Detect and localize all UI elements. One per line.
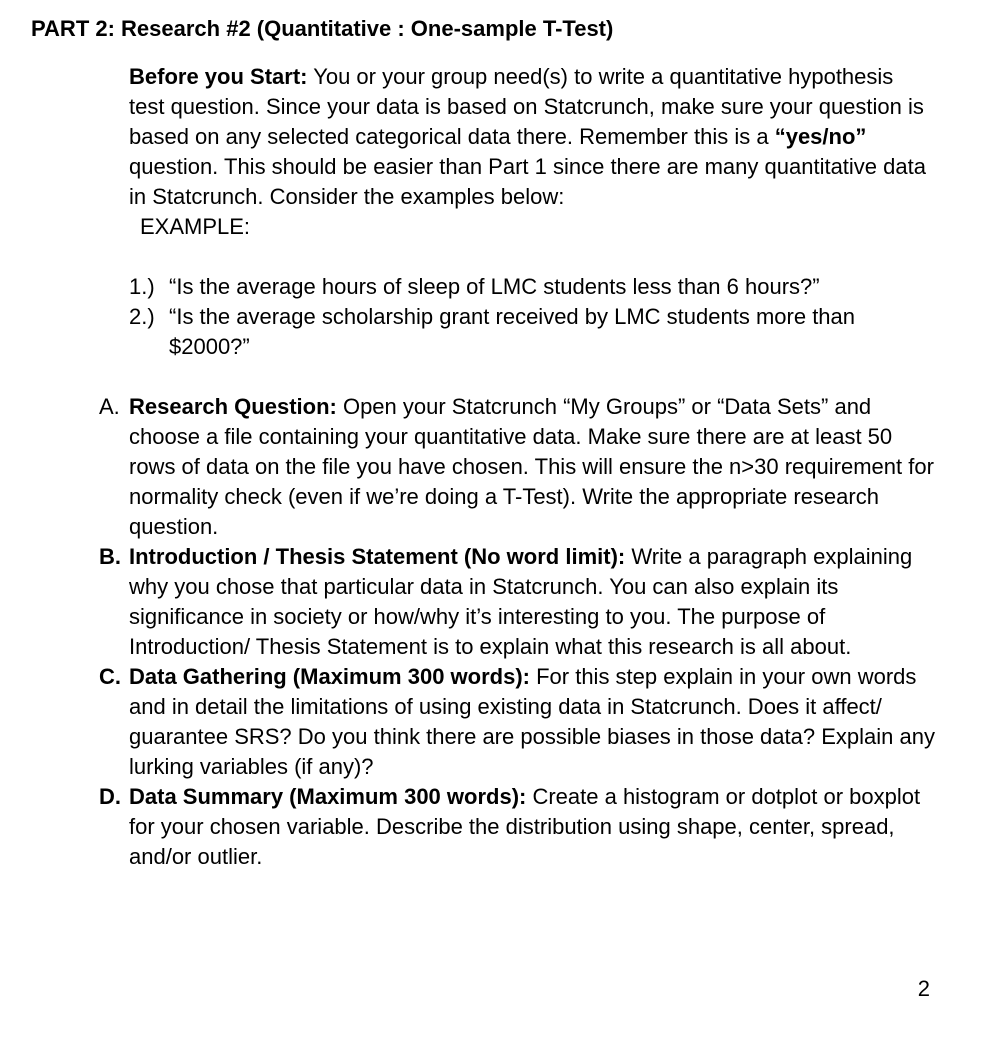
example-item-2 [129,302,939,362]
section-letter: C. [99,664,121,689]
section-body: Open your Statcrunch “My Groups” or “Data Sets” and choose a file containing your quantitative data. Make sure there are at least 50 rows of data on the file you have chosen. This will ensure the n>30 requirement for normality check (even if we’re doing a T-Test). Write the appropriate research question. [129,394,934,539]
section-b-introduction [99,542,939,662]
section-letter: A. [99,394,120,419]
section-letter: D. [99,784,121,809]
section-c-data-gathering [99,662,939,782]
before-you-start-paragraph [129,62,929,242]
section-body: For this step explain in your own words and in detail the limitations of using existing data in Statcrunch. Does it affect/ guarantee SRS? Do you think there are possible biases in those data? Explain any lurking variables (if any)? [129,664,935,779]
section-body: Write a paragraph explaining why you chose that particular data in Statcrunch. You can also explain its significance in society or how/why it’s interesting to you. The purpose of Introduction/ Thesis Statement is to explain what this research is all about. [129,544,913,659]
section-title: Introduction / Thesis Statement (No word limit): [129,544,626,569]
section-body: Create a histogram or dotplot or boxplot for your chosen variable. Describe the distribution using shape, center, spread, and/or outlier. [129,784,921,869]
page-heading: PART 2: Research #2 (Quantitative : One-sample T-Test) [31,16,614,41]
section-title: Research Question: [129,394,337,419]
section-title: Data Summary (Maximum 300 words): [129,784,527,809]
before-you-start-label: Before you Start: [129,64,308,89]
section-list [99,392,939,872]
section-d-data-summary [99,782,939,872]
page-number: 2 [917,976,930,1001]
example-list [129,272,939,362]
example-item-1 [129,272,939,302]
section-letter: B. [99,544,121,569]
example-number: 2.) [129,304,155,329]
yes-no-emphasis: “yes/no” [774,124,867,149]
example-text: “Is the average hours of sleep of LMC students less than 6 hours?” [169,274,820,299]
intro-text-part-2: question. This should be easier than Part 1 since there are many quantitative data in Statcrunch. Consider the examples below: [129,154,926,209]
example-number: 1.) [129,274,155,299]
example-label: EXAMPLE: [140,214,251,239]
intro-text-part-1: You or your group need(s) to write a quantitative hypothesis test question. Since your data is based on Statcrunch, make sure your question is based on any selected categorical data there. Remember this is a [129,64,924,149]
section-a-research-question [99,392,939,542]
section-title: Data Gathering (Maximum 300 words): [129,664,530,689]
example-text: “Is the average scholarship grant received by LMC students more than $2000?” [169,304,856,359]
